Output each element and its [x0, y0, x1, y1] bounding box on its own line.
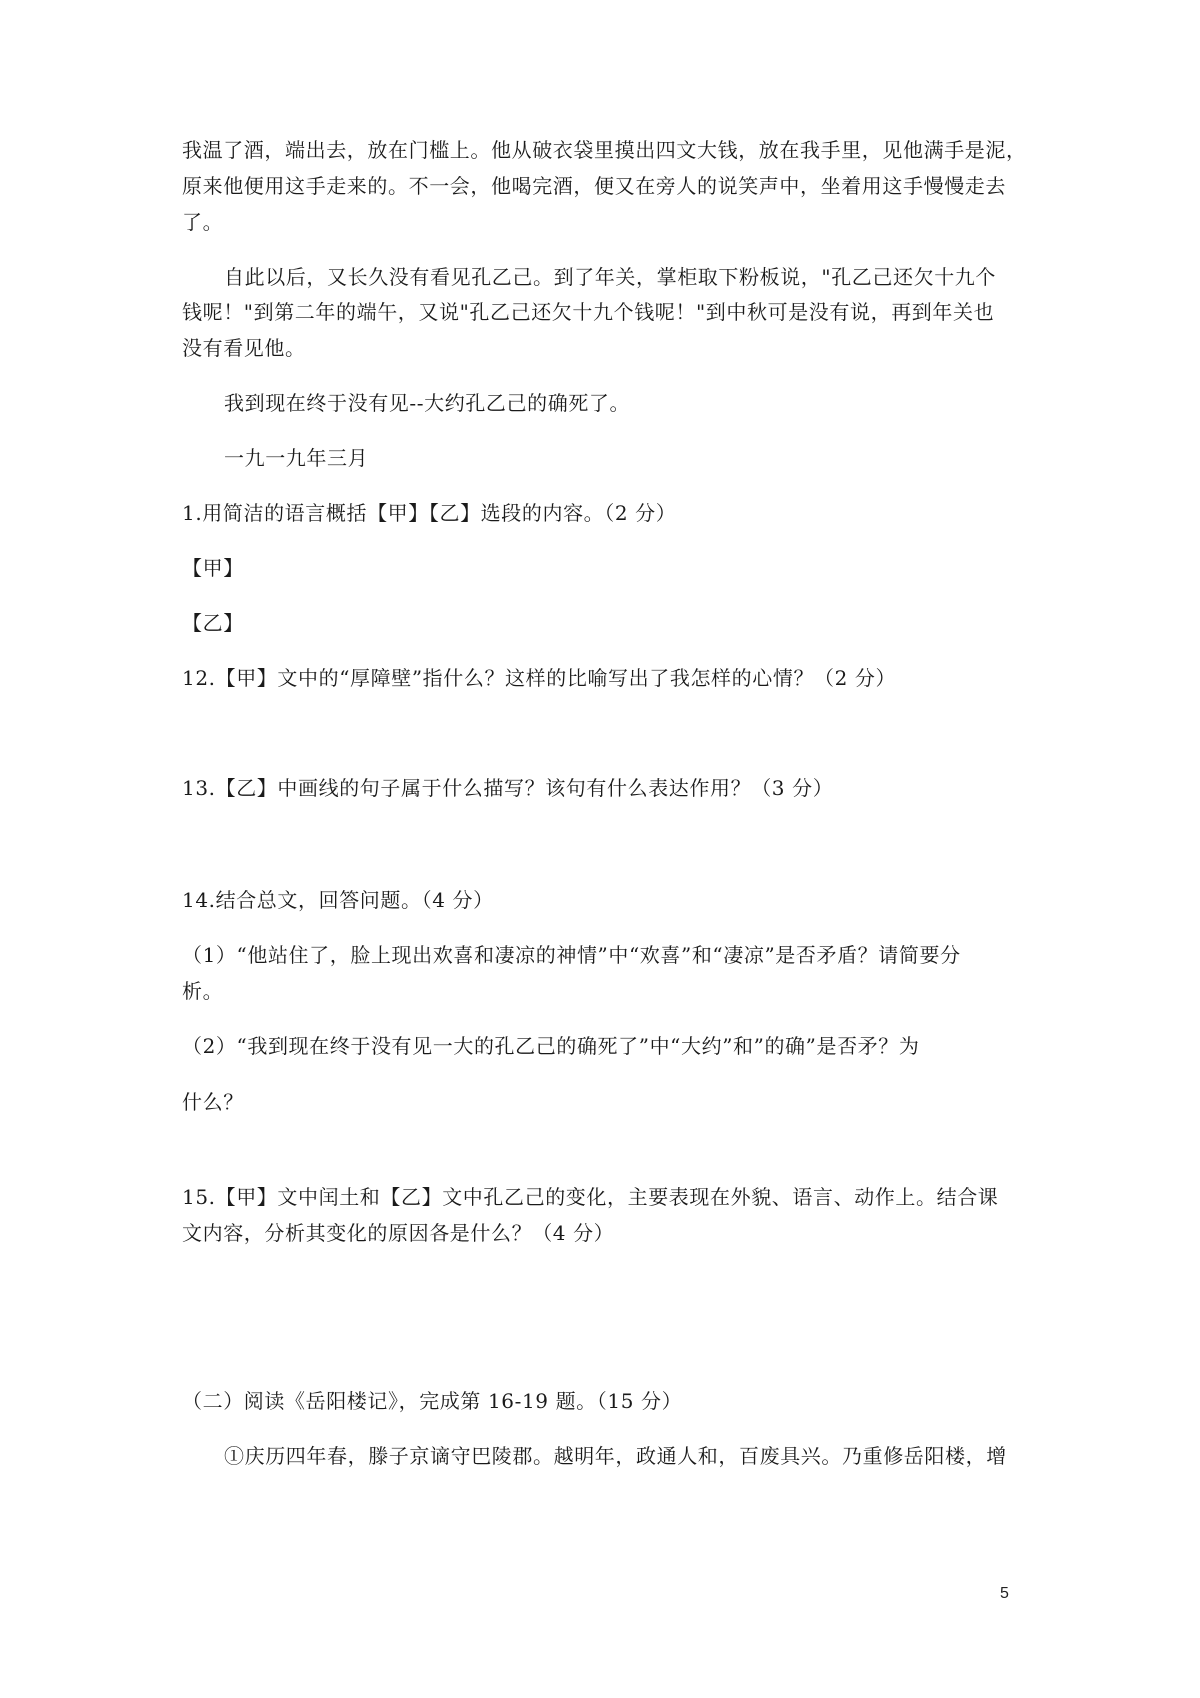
section-passage-line: ①庆历四年春，滕子京谪守巴陵郡。越明年，政通人和，百废具兴。乃重修岳阳楼，增 [224, 1444, 1007, 1468]
question-14-1: （1）“他站住了，脸上现出欢喜和凄凉的神情”中“欢喜”和“凄凉”是否矛盾？请简要分 [182, 943, 961, 967]
question-14-1: 析。 [182, 979, 224, 1003]
passage-line: 没有看见他。 [182, 336, 306, 360]
passage-line: 自此以后，又长久没有看见孔乙己。到了年关，掌柜取下粉板说，"孔乙己还欠十九个 [224, 265, 996, 289]
passage-line: 钱呢！"到第二年的端午，又说"孔乙己还欠十九个钱呢！"到中秋可是没有说，再到年关也 [182, 300, 995, 324]
page-number: 5 [1000, 1585, 1009, 1602]
question-14: 14.结合总文，回答问题。（4 分） [182, 888, 494, 912]
question-12: 12.【甲】文中的“厚障壁”指什么？这样的比喻写出了我怎样的心情？（2 分） [182, 666, 897, 690]
question-1-yi: 【乙】 [182, 611, 244, 635]
section-heading: （二）阅读《岳阳楼记》，完成第 16-19 题。（15 分） [182, 1389, 683, 1413]
question-15: 15.【甲】文中闰土和【乙】文中孔乙己的变化，主要表现在外貌、语言、动作上。结合课 [182, 1185, 999, 1209]
passage-date: 一九一九年三月 [224, 446, 369, 470]
passage-line: 我到现在终于没有见--大约孔乙己的确死了。 [224, 391, 631, 415]
question-1-jia: 【甲】 [182, 556, 244, 580]
passage-line: 原来他便用这手走来的。不一会，他喝完酒，便又在旁人的说笑声中，坐着用这手慢慢走去 [182, 174, 1006, 198]
question-13: 13.【乙】中画线的句子属于什么描写？该句有什么表达作用？（3 分） [182, 776, 834, 800]
passage-line: 了。 [182, 210, 224, 234]
question-15: 文内容，分析其变化的原因各是什么？（4 分） [182, 1221, 615, 1245]
question-14-2: 什么？ [182, 1090, 244, 1114]
question-1: 1.用简洁的语言概括【甲】【乙】选段的内容。（2 分） [182, 501, 677, 525]
question-14-2: （2）“我到现在终于没有见一大的孔乙己的确死了”中“大约”和”的确”是否矛？为 [182, 1034, 920, 1058]
passage-line: 我温了酒，端出去，放在门槛上。他从破衣袋里摸出四文大钱，放在我手里，见他满手是泥， [182, 138, 1027, 162]
